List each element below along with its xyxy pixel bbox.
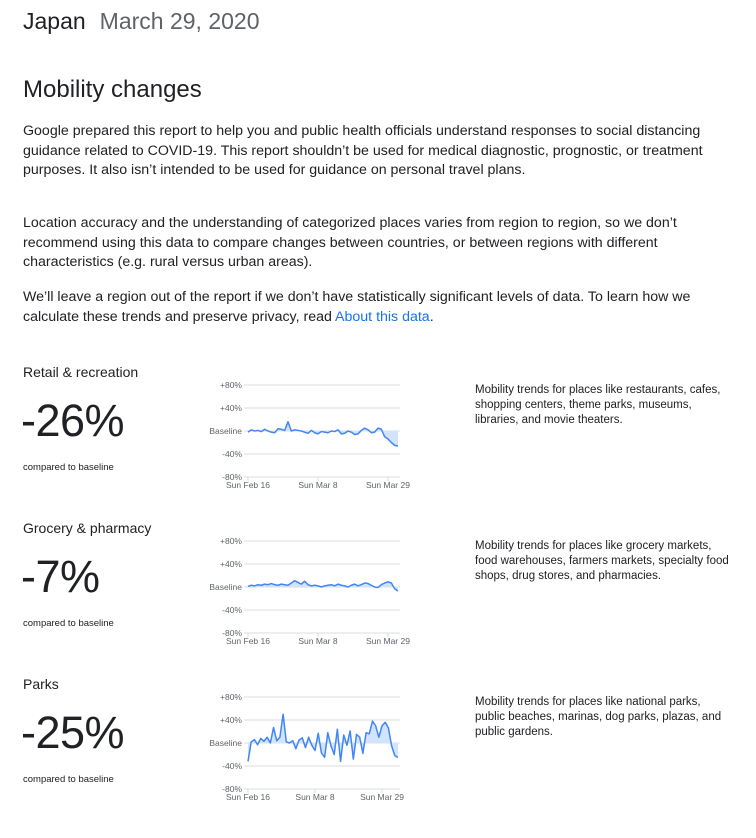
- y-tick-label: +80%: [220, 692, 242, 702]
- y-tick-label: -40%: [222, 449, 242, 459]
- y-tick-label: -40%: [222, 605, 242, 615]
- category-parks: [0, 675, 756, 831]
- category-retail-recreation: [0, 363, 756, 519]
- y-tick-label: +80%: [220, 380, 242, 390]
- y-tick-label: Baseline: [209, 738, 242, 748]
- category-description: Mobility trends for places like national parks, public beaches, marinas, dog parks, plazas, and public gardens.: [475, 696, 722, 738]
- trend-line: [248, 422, 398, 446]
- x-tick-label: Sun Mar 8: [298, 480, 338, 490]
- y-tick-label: +40%: [220, 715, 242, 725]
- privacy-text: We’ll leave a region out of the report if we don’t have statistically significant levels of data. To learn how we calculate these trends and preserve privacy, read: [23, 289, 691, 325]
- section-title: Mobility changes: [23, 76, 202, 103]
- country-name: Japan: [23, 8, 86, 34]
- x-tick-label: Sun Mar 29: [360, 792, 405, 802]
- category-percent-change: -26%: [21, 395, 125, 446]
- baseline-area: [248, 422, 398, 446]
- y-tick-label: Baseline: [209, 582, 242, 592]
- report-date: March 29, 2020: [99, 8, 260, 34]
- category-percent-change: -25%: [21, 707, 125, 758]
- y-tick-label: -80%: [222, 784, 242, 794]
- y-tick-label: -40%: [222, 761, 242, 771]
- x-tick-label: Sun Mar 8: [298, 636, 338, 646]
- category-label: Retail & recreation: [23, 364, 139, 380]
- category-caption: compared to baseline: [23, 774, 114, 785]
- y-tick-label: +40%: [220, 559, 242, 569]
- category-percent-change: -7%: [21, 551, 100, 602]
- x-tick-label: Sun Mar 8: [295, 792, 335, 802]
- retail-recreation-trend-chart: [198, 371, 428, 495]
- x-tick-label: Sun Feb 16: [226, 480, 270, 490]
- y-tick-label: -80%: [222, 628, 242, 638]
- report-header: [23, 6, 260, 36]
- category-description: Mobility trends for places like grocery markets, food warehouses, farmers markets, specialty food shops, drug stores, and pharmacies.: [475, 540, 729, 582]
- y-tick-label: Baseline: [209, 426, 242, 436]
- category-caption: compared to baseline: [23, 618, 114, 629]
- y-tick-label: +80%: [220, 536, 242, 546]
- x-tick-label: Sun Feb 16: [226, 636, 270, 646]
- x-tick-label: Sun Mar 29: [366, 636, 410, 646]
- parks-trend-chart: [198, 683, 428, 807]
- category-caption: compared to baseline: [23, 462, 114, 473]
- category-description: Mobility trends for places like restaurants, cafes, shopping centers, theme parks, museums, libraries, and movie theaters.: [475, 384, 721, 426]
- x-tick-label: Sun Mar 29: [366, 480, 410, 490]
- category-label: Grocery & pharmacy: [23, 520, 152, 536]
- category-grocery-pharmacy: [0, 519, 756, 675]
- privacy-paragraph: [23, 288, 723, 327]
- y-tick-label: +40%: [220, 403, 242, 413]
- x-tick-label: Sun Feb 16: [226, 792, 270, 802]
- about-this-data-link[interactable]: About this data: [335, 308, 430, 325]
- privacy-text-end: .: [429, 308, 434, 325]
- intro-paragraph: Google prepared this report to help you and public health officials understand responses to social distancing guidance related to COVID-19. This report shouldn’t be used for medical diagnostic, prognostic, or treatment purposes. It also isn’t intended to be used for guidance on personal travel plans.: [23, 123, 703, 178]
- accuracy-paragraph: Location accuracy and the understanding of categorized places varies from region to region, so we don’t recommend using this data to compare changes between countries, or between regions with different characteristics (e.g. rural versus urban areas).: [23, 215, 677, 270]
- grocery-pharmacy-trend-chart: [198, 527, 428, 651]
- category-label: Parks: [23, 676, 59, 692]
- y-tick-label: -80%: [222, 472, 242, 482]
